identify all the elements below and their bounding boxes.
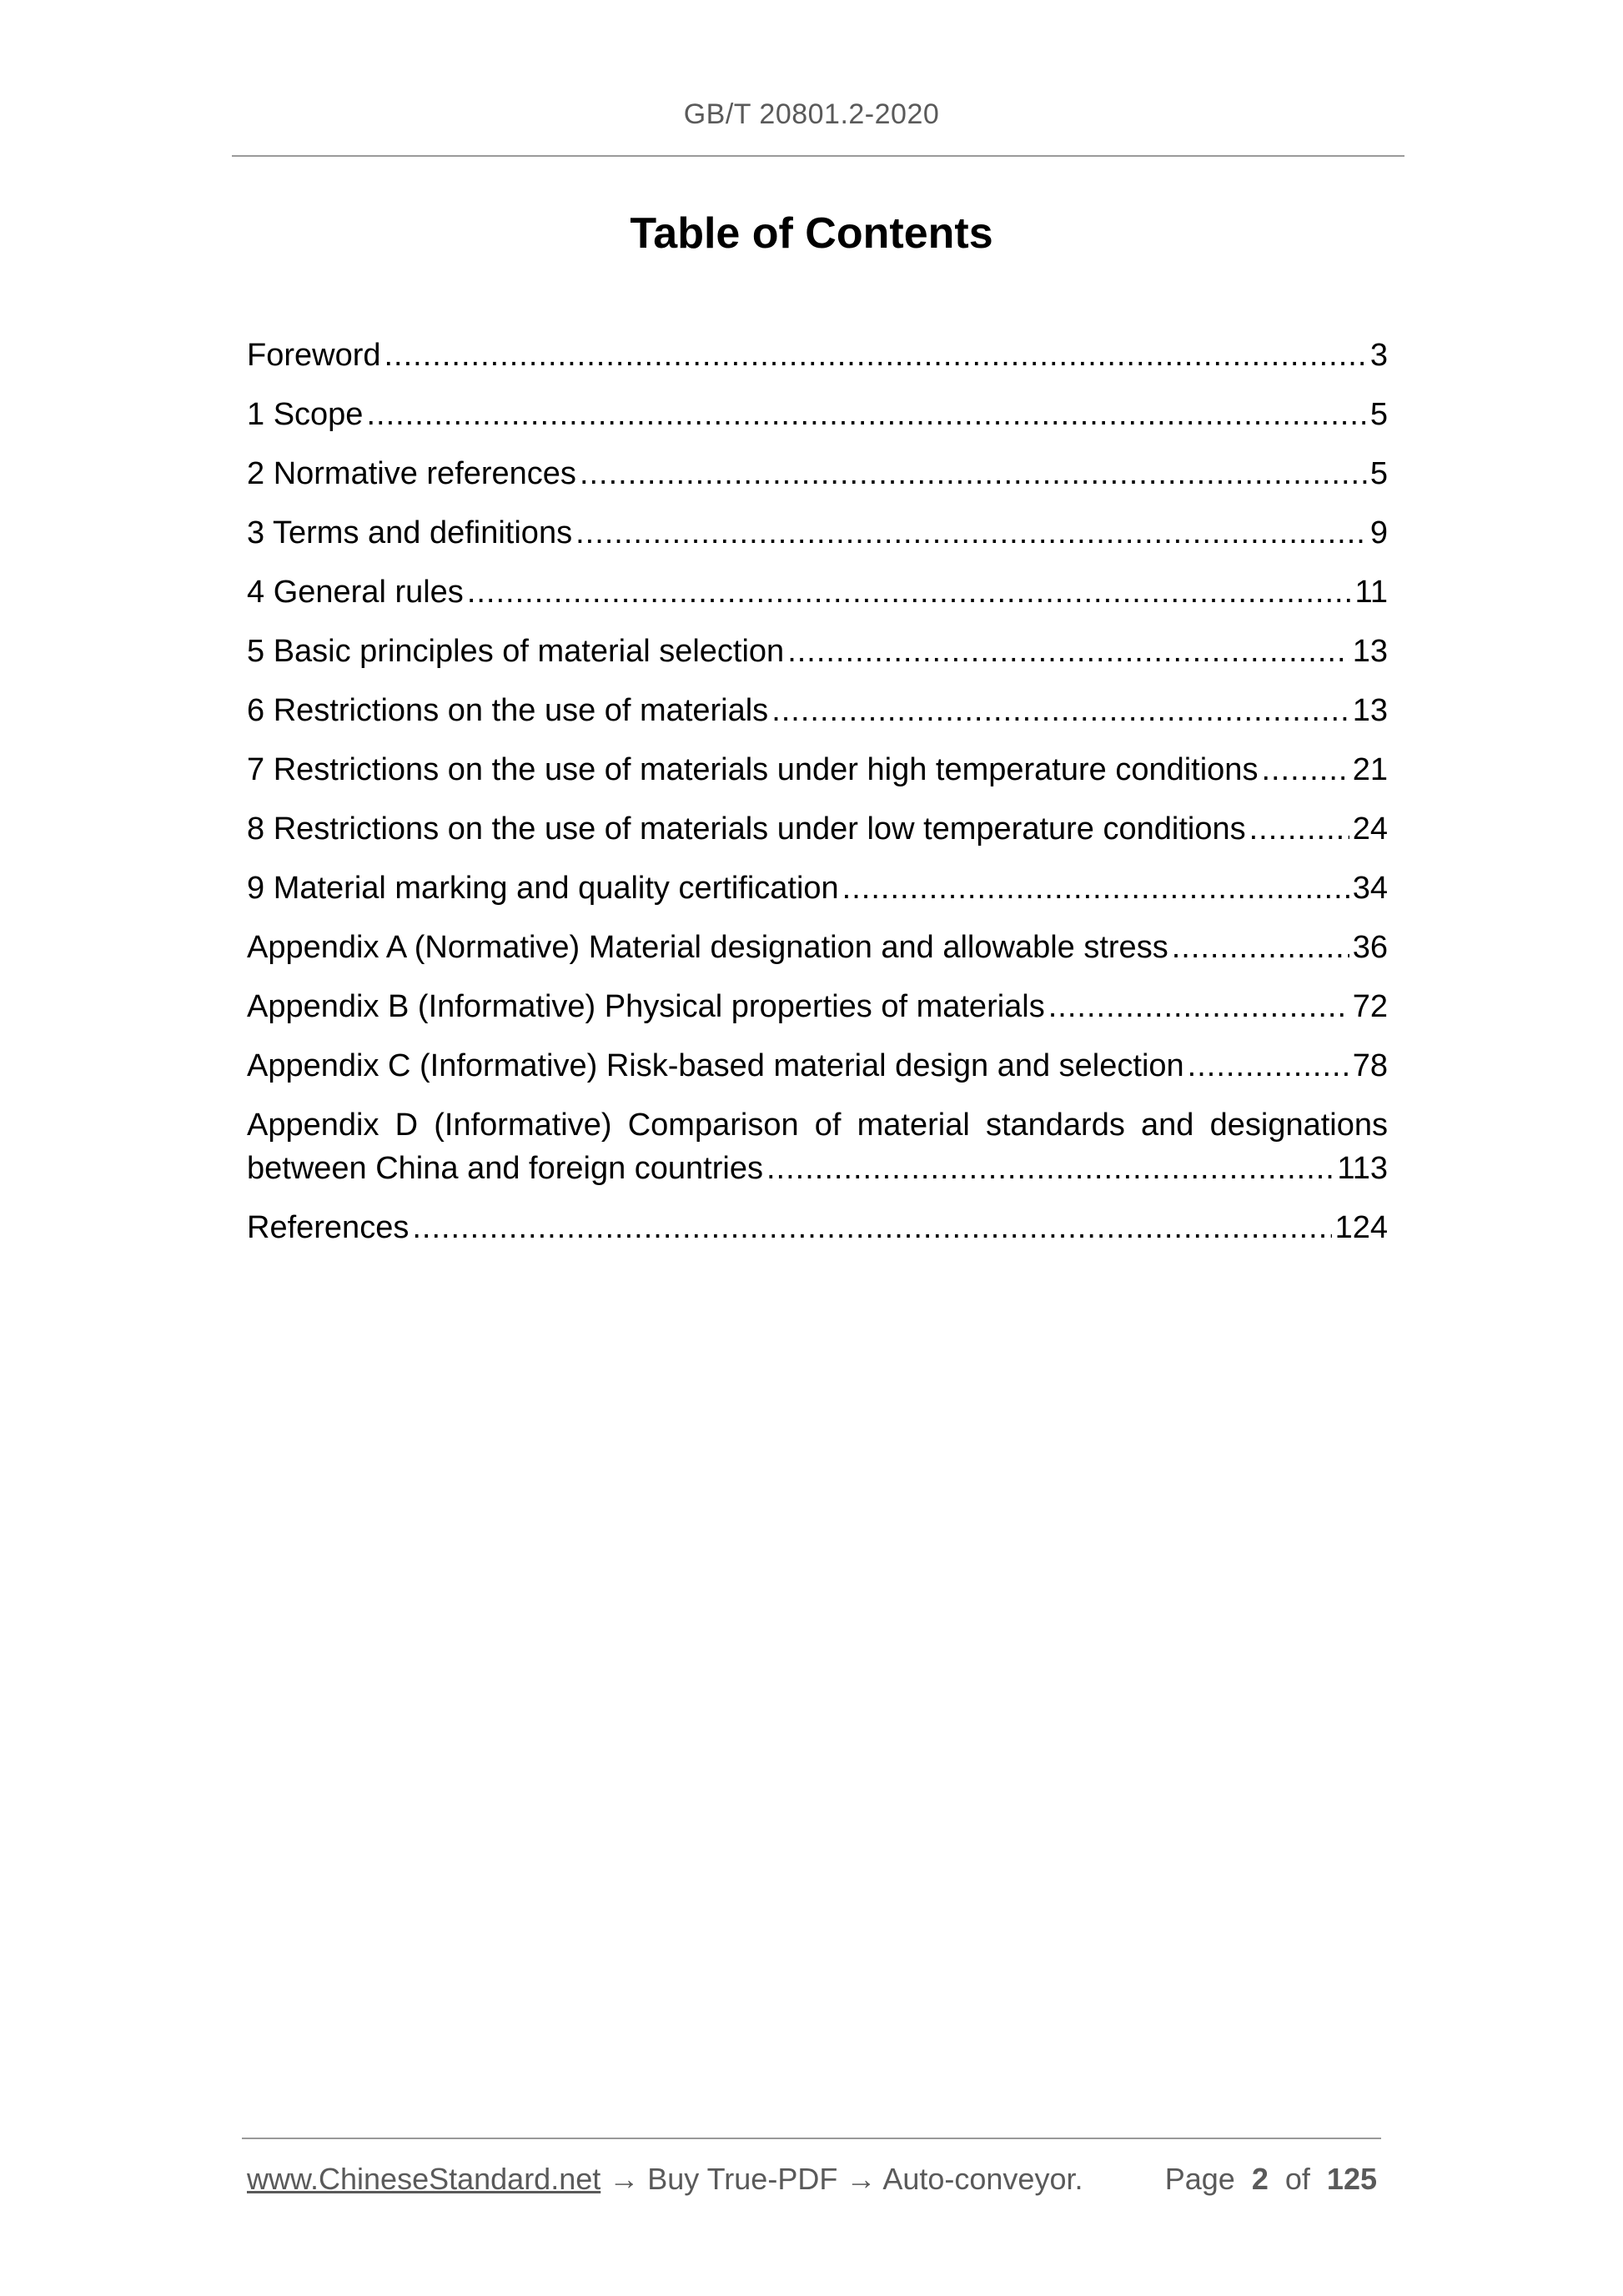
toc-entry-page: 13 [1352,634,1388,669]
toc-entry-appendix-d[interactable] [247,1103,1388,1190]
footer-promo [247,2162,1083,2197]
toc-entry-material-marking[interactable] [247,867,1388,910]
dot-leader [1048,985,1349,1028]
toc-entry-page: 36 [1352,930,1388,965]
toc-entry-page: 9 [1369,515,1388,550]
toc-entry-page: 124 [1334,1210,1388,1245]
page-current: 2 [1251,2162,1269,2196]
dot-leader [575,511,1367,555]
toc-entry-page: 24 [1352,811,1388,847]
toc-entry-terms-definitions[interactable] [247,511,1388,555]
toc-entry-title: Appendix B (Informative) Physical properties of materials [247,989,1045,1024]
toc-entry-title-word: D [394,1108,419,1143]
toc-entry-title: 7 Restrictions on the use of materials under high temperature conditions [247,752,1259,787]
toc-entry-appendix-b[interactable] [247,985,1388,1028]
dot-leader [766,1147,1334,1190]
dot-leader [1172,926,1349,969]
toc-entry-references[interactable] [247,1206,1388,1249]
dot-leader [842,867,1349,910]
toc-entry-basic-principles[interactable] [247,630,1388,673]
dot-leader [384,334,1367,377]
toc-entry-title: References [247,1210,410,1245]
dot-leader [580,452,1367,495]
toc-entry-appendix-c[interactable] [247,1044,1388,1088]
toc-entry-title-line2: between China and foreign countries [247,1151,763,1186]
page-of-label: of [1284,2162,1310,2196]
toc-entry-title: Appendix C (Informative) Risk-based material design and selection [247,1048,1184,1083]
toc-entry-title: Appendix A (Normative) Material designation and allowable stress [247,930,1168,965]
toc-entry-page: 21 [1352,752,1388,787]
footer-promo-text: → Buy True-PDF → Auto-conveyor. [600,2162,1083,2196]
toc-entry-title: 5 Basic principles of material selection [247,634,785,669]
page-label: Page [1164,2162,1235,2196]
toc-entry-title-word: (Informative) [434,1108,612,1143]
dot-leader [1261,748,1349,791]
toc-entry-title: Foreword [247,338,381,373]
toc-entry-title: 8 Restrictions on the use of materials under low temperature conditions [247,811,1246,847]
dot-leader [412,1206,1331,1249]
toc-entry-page: 5 [1369,397,1388,432]
footer-divider [242,2138,1381,2139]
website-link[interactable]: www.ChineseStandard.net [247,2162,601,2196]
toc-entry-page: 13 [1352,693,1388,728]
dot-leader [1249,807,1349,851]
toc-entry-title-word: Appendix [247,1108,379,1143]
page-total: 125 [1326,2162,1377,2196]
toc-entry-title: 2 Normative references [247,456,576,491]
toc-entry-high-temperature[interactable] [247,748,1388,791]
toc-list [247,334,1388,1265]
toc-entry-title: 6 Restrictions on the use of materials [247,693,769,728]
toc-entry-page: 113 [1337,1151,1388,1186]
dot-leader [467,570,1352,614]
toc-entry-title-line1 [247,1103,1388,1147]
toc-entry-scope[interactable] [247,393,1388,436]
toc-entry-general-rules[interactable] [247,570,1388,614]
toc-entry-page: 78 [1352,1048,1388,1083]
toc-entry-title-line2-row [247,1147,1388,1190]
toc-entry-restrictions-use[interactable] [247,689,1388,732]
toc-entry-normative-references[interactable] [247,452,1388,495]
toc-entry-title: 4 General rules [247,575,464,610]
toc-entry-title-word: Comparison [627,1108,799,1143]
toc-entry-appendix-a[interactable] [247,926,1388,969]
dot-leader [787,630,1349,673]
toc-entry-title: 3 Terms and definitions [247,515,573,550]
toc-entry-low-temperature[interactable] [247,807,1388,851]
document-code: GB/T 20801.2-2020 [683,98,940,130]
page-indicator [1165,2162,1377,2197]
toc-entry-page: 5 [1369,456,1388,491]
toc-entry-page: 11 [1354,575,1388,610]
header-divider [232,155,1404,157]
dot-leader [1188,1044,1349,1088]
page-footer [247,2162,1377,2197]
dot-leader [771,689,1349,732]
toc-entry-title-word: designations [1209,1108,1388,1143]
toc-entry-title-word: standards [985,1108,1125,1143]
toc-heading: Table of Contents [630,209,993,258]
toc-entry-page: 3 [1369,338,1388,373]
toc-entry-title-word: material [857,1108,970,1143]
toc-entry-page: 72 [1352,989,1388,1024]
toc-entry-title: 9 Material marking and quality certification [247,871,839,906]
toc-entry-title-word: and [1141,1108,1194,1143]
toc-entry-foreword[interactable] [247,334,1388,377]
toc-entry-title: 1 Scope [247,397,364,432]
dot-leader [366,393,1366,436]
toc-entry-title-word: of [814,1108,842,1143]
toc-entry-page: 34 [1352,871,1388,906]
